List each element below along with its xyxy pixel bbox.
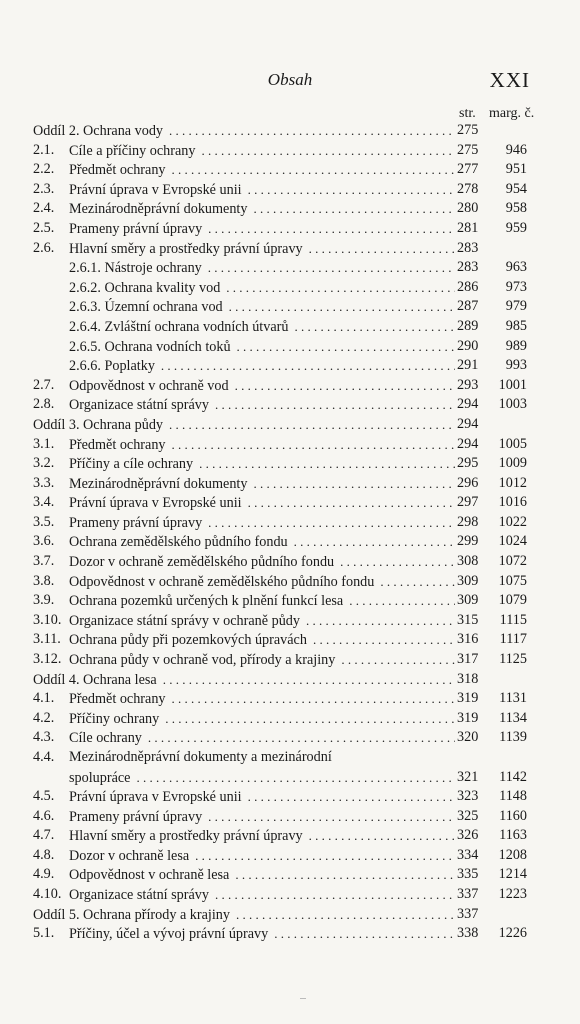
toc-title-leader — [69, 395, 456, 416]
toc-row — [0, 376, 580, 396]
toc-page-number: 309 — [457, 572, 479, 589]
dot-leader — [380, 572, 455, 592]
toc-page-number: 281 — [457, 219, 479, 236]
toc-row — [0, 219, 580, 239]
dot-leader — [248, 493, 455, 513]
toc-title-leader — [69, 493, 456, 514]
toc-title-leader — [69, 689, 456, 710]
toc-title: Organizace státní správy — [69, 886, 209, 903]
toc-row — [0, 591, 580, 611]
toc-page-number: 294 — [457, 396, 479, 413]
dot-leader — [294, 317, 455, 337]
toc-title: spolupráce — [69, 769, 131, 786]
toc-title: Právní úprava v Evropské unii — [69, 181, 242, 198]
toc-page-number: 290 — [457, 337, 479, 354]
toc-marginal-number: 1117 — [499, 631, 527, 648]
dot-leader — [208, 513, 455, 533]
dot-leader — [253, 199, 455, 219]
toc-number: 2.7. — [33, 376, 55, 393]
toc-title-leader — [69, 141, 456, 162]
toc-marginal-number: 1131 — [499, 690, 527, 707]
dot-leader — [274, 924, 455, 944]
toc-title: Cíle ochrany — [69, 730, 142, 747]
toc-number: 3.1. — [33, 435, 55, 452]
toc-title: Právní úprava v Evropské unii — [69, 495, 242, 512]
toc-title: Odpovědnost v ochraně lesa — [69, 867, 230, 884]
toc-marginal-number: 1148 — [499, 788, 527, 804]
dot-leader — [201, 141, 455, 161]
toc-title: Právní úprava v Evropské unii — [69, 789, 242, 805]
table-of-contents — [0, 121, 580, 944]
toc-title: 2.6.4. Zvláštní ochrana vodních útvarů — [69, 318, 289, 335]
dot-leader — [226, 278, 455, 298]
toc-section-row — [0, 121, 580, 141]
toc-number: 4.6. — [33, 807, 55, 824]
dot-leader — [340, 552, 455, 572]
column-header-marginal: marg. č. — [489, 106, 535, 121]
toc-page-number: 320 — [457, 729, 479, 746]
toc-title: Organizace státní správy — [69, 397, 209, 414]
dot-leader — [199, 454, 455, 474]
toc-marginal-number: 963 — [505, 259, 527, 276]
toc-marginal-number: 1223 — [498, 885, 527, 902]
toc-row — [0, 885, 580, 905]
toc-title-leader — [69, 611, 456, 632]
toc-title: Příčiny, účel a vývoj právní úpravy — [69, 926, 269, 943]
toc-row — [0, 846, 580, 866]
toc-number: 2.6. — [33, 239, 55, 256]
dot-leader — [172, 689, 455, 709]
toc-title: Příčiny ochrany — [69, 710, 160, 727]
toc-number: 3.5. — [33, 513, 55, 530]
dot-leader — [169, 415, 455, 435]
dot-leader — [306, 611, 455, 631]
toc-marginal-number: 1001 — [498, 376, 527, 393]
toc-page-number: 319 — [457, 690, 479, 707]
toc-page-number: 294 — [457, 435, 479, 452]
toc-title-leader — [69, 376, 456, 397]
dot-leader — [215, 395, 455, 415]
toc-title: 2.6.3. Územní ochrana vod — [69, 299, 223, 316]
dot-leader — [341, 650, 455, 670]
toc-number: 2.2. — [33, 161, 55, 178]
toc-title: Hlavní směry a prostředky právní úpravy — [69, 828, 303, 845]
toc-row — [0, 865, 580, 885]
toc-number: 4.7. — [33, 827, 55, 844]
toc-number: 2.3. — [33, 180, 55, 197]
dot-leader — [309, 826, 455, 846]
dot-leader — [165, 709, 455, 729]
toc-number: 5.1. — [33, 925, 55, 942]
toc-page-number: 280 — [457, 200, 479, 217]
toc-title-leader — [69, 924, 456, 945]
toc-marginal-number: 1208 — [498, 846, 527, 863]
dot-leader — [169, 121, 455, 141]
dot-leader — [309, 239, 455, 259]
dot-leader — [208, 807, 455, 827]
toc-page-number: 335 — [457, 866, 479, 883]
toc-subsection-row — [0, 317, 580, 337]
toc-marginal-number: 1009 — [498, 455, 527, 472]
toc-title: Dozor v ochraně lesa — [69, 847, 190, 864]
toc-number: 2.1. — [33, 141, 55, 158]
toc-title-leader — [69, 591, 456, 612]
dot-leader — [208, 258, 455, 278]
toc-marginal-number: 1125 — [499, 651, 527, 668]
toc-number: 4.5. — [33, 788, 55, 804]
toc-row — [0, 180, 580, 200]
toc-marginal-number: 993 — [505, 357, 527, 374]
toc-page-number: 275 — [457, 122, 479, 138]
dot-leader — [235, 865, 455, 885]
toc-title-leader — [69, 317, 456, 338]
toc-title-leader — [33, 670, 456, 691]
column-header-page: str. — [459, 106, 476, 121]
toc-title-leader — [69, 768, 456, 789]
toc-marginal-number: 1072 — [498, 553, 527, 570]
toc-title-leader — [69, 239, 456, 260]
toc-page-number: 337 — [457, 885, 479, 902]
toc-subsection-row — [0, 356, 580, 376]
dot-leader — [236, 905, 455, 925]
toc-title-leader — [69, 278, 456, 299]
toc-title: Organizace státní správy v ochraně půdy — [69, 612, 300, 629]
toc-page-number: 316 — [457, 631, 479, 648]
toc-title: Mezinárodněprávní dokumenty — [69, 475, 248, 492]
toc-marginal-number: 1142 — [499, 768, 527, 785]
toc-row — [0, 748, 580, 787]
toc-page-number: 294 — [457, 415, 479, 432]
page-number: XXI — [489, 68, 530, 92]
toc-subsection-row — [0, 337, 580, 357]
toc-page-number: 287 — [457, 298, 479, 315]
toc-row — [0, 650, 580, 670]
toc-title-leader — [69, 807, 456, 828]
toc-marginal-number: 985 — [505, 317, 527, 334]
toc-number: 3.3. — [33, 474, 55, 491]
toc-page-number: 334 — [457, 846, 479, 863]
toc-number: 3.10. — [33, 611, 62, 628]
toc-marginal-number: 973 — [505, 278, 527, 295]
dot-leader — [253, 474, 455, 494]
toc-title-leader — [69, 728, 456, 749]
toc-title: Prameny právní úpravy — [69, 220, 203, 237]
dot-leader — [161, 356, 455, 376]
toc-title-leader — [69, 787, 456, 808]
toc-marginal-number: 1012 — [498, 474, 527, 491]
toc-number: 4.1. — [33, 690, 55, 707]
toc-marginal-number: 954 — [505, 180, 527, 197]
toc-title: Dozor v ochraně zemědělského půdního fondu — [69, 554, 335, 571]
toc-title-leader — [69, 356, 456, 377]
toc-marginal-number: 1022 — [498, 513, 527, 530]
toc-marginal-number: 1016 — [498, 494, 527, 511]
toc-page-number: 293 — [457, 376, 479, 393]
toc-number: 2.4. — [33, 200, 55, 217]
toc-row — [0, 728, 580, 748]
toc-marginal-number: 951 — [505, 161, 527, 178]
toc-row — [0, 709, 580, 729]
dot-leader — [215, 885, 455, 905]
toc-title-leader — [69, 846, 456, 867]
toc-page-number: 317 — [457, 651, 479, 668]
toc-row — [0, 239, 580, 259]
toc-title-leader — [69, 572, 456, 593]
dot-leader — [172, 160, 455, 180]
toc-number: 4.2. — [33, 709, 55, 726]
toc-title: 2.6.6. Poplatky — [69, 358, 155, 375]
toc-title: Hlavní směry a prostředky právní úpravy — [69, 240, 303, 257]
toc-page-number: 298 — [457, 513, 479, 530]
dot-leader — [229, 297, 455, 317]
toc-title-leader — [69, 885, 456, 906]
toc-number: 4.10. — [33, 885, 62, 902]
toc-number: 3.4. — [33, 494, 55, 511]
toc-title: Příčiny a cíle ochrany — [69, 456, 194, 473]
toc-marginal-number: 1214 — [498, 866, 527, 883]
toc-page-number: 308 — [457, 553, 479, 570]
toc-title-leader — [69, 709, 456, 730]
toc-number: 4.8. — [33, 846, 55, 863]
toc-title: Předmět ochrany — [69, 436, 166, 453]
toc-page-number: 299 — [457, 533, 479, 550]
toc-title: Odpovědnost v ochraně vod — [69, 377, 229, 394]
toc-title-leader — [33, 415, 456, 436]
dot-leader — [248, 180, 455, 200]
toc-title: Ochrana půdy při pozemkových úpravách — [69, 632, 307, 649]
toc-page-number: 277 — [457, 161, 479, 178]
toc-title: Prameny právní úpravy — [69, 514, 203, 531]
dot-leader — [136, 768, 455, 788]
toc-title-leader — [69, 199, 456, 220]
toc-number: 4.3. — [33, 729, 55, 746]
toc-marginal-number: 1226 — [498, 925, 527, 942]
toc-row — [0, 807, 580, 827]
dot-leader — [208, 219, 455, 239]
toc-page-number: 283 — [457, 259, 479, 276]
toc-row — [0, 611, 580, 631]
toc-number: 2.8. — [33, 396, 55, 413]
toc-marginal-number: 1003 — [498, 396, 527, 413]
dot-leader — [163, 670, 455, 690]
toc-title-leader — [33, 905, 456, 926]
toc-number: 3.6. — [33, 533, 55, 550]
toc-row — [0, 435, 580, 455]
toc-marginal-number: 1075 — [498, 572, 527, 589]
toc-title: Odpovědnost v ochraně zemědělského půdního fondu — [69, 573, 375, 590]
toc-title: Prameny právní úpravy — [69, 808, 203, 825]
toc-row — [0, 787, 580, 807]
toc-title-leader — [69, 474, 456, 495]
toc-page-number: 297 — [457, 494, 479, 511]
toc-title: Mezinárodněprávní dokumenty — [69, 201, 248, 218]
toc-title: 2.6.1. Nástroje ochrany — [69, 260, 202, 277]
toc-row — [0, 924, 580, 944]
toc-subsection-row — [0, 258, 580, 278]
toc-title: Předmět ochrany — [69, 691, 166, 708]
toc-marginal-number: 989 — [505, 337, 527, 354]
toc-page-number: 321 — [457, 768, 479, 785]
toc-title: Oddíl 3. Ochrana půdy — [33, 416, 164, 433]
toc-title: Oddíl 4. Ochrana lesa — [33, 671, 157, 688]
toc-number: 3.8. — [33, 572, 55, 589]
toc-title: 2.6.2. Ochrana kvality vod — [69, 279, 221, 296]
dot-leader — [148, 728, 455, 748]
toc-title-leader — [69, 630, 456, 651]
toc-page-number: 286 — [457, 278, 479, 295]
toc-marginal-number: 1079 — [498, 592, 527, 609]
toc-page-number: 315 — [457, 611, 479, 628]
toc-page-number: 323 — [457, 788, 479, 804]
toc-title-leader — [69, 435, 456, 456]
dot-leader — [195, 846, 455, 866]
toc-title-leader — [69, 865, 456, 886]
running-header-title: Obsah — [267, 70, 313, 89]
toc-row — [0, 493, 580, 513]
toc-number: 3.9. — [33, 592, 55, 609]
toc-title-leader — [69, 337, 456, 358]
toc-number: 4.4. — [33, 749, 55, 765]
toc-number: 4.9. — [33, 866, 55, 883]
toc-title-leader — [69, 552, 456, 573]
toc-title: Oddíl 2. Ochrana vody — [33, 123, 164, 139]
toc-row — [0, 474, 580, 494]
toc-title: Oddíl 5. Ochrana přírody a krajiny — [33, 906, 230, 923]
toc-title-leader — [69, 826, 456, 847]
toc-section-row — [0, 670, 580, 690]
footer-mark — [300, 998, 306, 999]
toc-page-number: 295 — [457, 455, 479, 472]
dot-leader — [349, 591, 455, 611]
toc-title: Ochrana pozemků určených k plnění funkcí lesa — [69, 593, 344, 610]
toc-page-number: 326 — [457, 827, 479, 844]
toc-title-leader — [69, 454, 456, 475]
toc-number: 3.7. — [33, 553, 55, 570]
toc-title-leader — [69, 180, 456, 201]
toc-marginal-number: 1005 — [498, 435, 527, 452]
toc-marginal-number: 1139 — [499, 729, 527, 746]
toc-title-leader — [33, 121, 456, 142]
toc-title-leader — [69, 513, 456, 534]
dot-leader — [294, 532, 455, 552]
toc-title-line1: Mezinárodněprávní dokumenty a mezinárodní — [69, 749, 332, 765]
toc-section-row — [0, 415, 580, 435]
toc-marginal-number: 1163 — [499, 827, 527, 844]
toc-title-leader — [69, 160, 456, 181]
toc-subsection-row — [0, 297, 580, 317]
toc-row — [0, 141, 580, 161]
toc-page-number: 296 — [457, 474, 479, 491]
toc-page-number: 319 — [457, 709, 479, 726]
toc-row — [0, 630, 580, 650]
toc-subsection-row — [0, 278, 580, 298]
toc-page-number: 338 — [457, 925, 479, 942]
toc-page-number: 289 — [457, 317, 479, 334]
toc-number: 3.11. — [33, 631, 61, 648]
toc-marginal-number: 979 — [505, 298, 527, 315]
toc-marginal-number: 1160 — [499, 807, 527, 824]
toc-page-number: 337 — [457, 905, 479, 922]
dot-leader — [235, 376, 455, 396]
toc-row — [0, 532, 580, 552]
dot-leader — [172, 435, 455, 455]
toc-title: 2.6.5. Ochrana vodních toků — [69, 338, 231, 355]
toc-page-number: 325 — [457, 807, 479, 824]
toc-title-leader — [69, 258, 456, 279]
toc-page-number: 318 — [457, 670, 479, 687]
toc-title-leader — [69, 532, 456, 553]
toc-number: 3.12. — [33, 651, 62, 668]
toc-marginal-number: 1134 — [499, 709, 527, 726]
toc-marginal-number: 958 — [505, 200, 527, 217]
toc-row — [0, 454, 580, 474]
toc-row — [0, 395, 580, 415]
toc-row — [0, 572, 580, 592]
toc-title-leader — [69, 297, 456, 318]
toc-title-leader — [69, 219, 456, 240]
dot-leader — [313, 630, 455, 650]
toc-row — [0, 552, 580, 572]
toc-title: Předmět ochrany — [69, 162, 166, 179]
toc-page-number: 278 — [457, 180, 479, 197]
toc-title: Ochrana zemědělského půdního fondu — [69, 534, 288, 551]
toc-title: Cíle a příčiny ochrany — [69, 142, 196, 159]
toc-row — [0, 513, 580, 533]
toc-marginal-number: 1024 — [498, 533, 527, 550]
toc-row — [0, 199, 580, 219]
toc-title: Ochrana půdy v ochraně vod, přírody a krajiny — [69, 652, 336, 669]
toc-row — [0, 826, 580, 846]
toc-row — [0, 160, 580, 180]
toc-number: 3.2. — [33, 455, 55, 472]
toc-marginal-number: 959 — [505, 219, 527, 236]
toc-row — [0, 689, 580, 709]
toc-number: 2.5. — [33, 219, 55, 236]
toc-section-row — [0, 905, 580, 925]
toc-page-number: 283 — [457, 239, 479, 256]
toc-page-number: 309 — [457, 592, 479, 609]
toc-page-number: 275 — [457, 141, 479, 158]
toc-marginal-number: 946 — [505, 141, 527, 158]
dot-leader — [248, 787, 455, 807]
toc-page-number: 291 — [457, 357, 479, 374]
toc-marginal-number: 1115 — [499, 611, 527, 628]
dot-leader — [237, 337, 455, 357]
toc-title-leader — [69, 650, 456, 671]
